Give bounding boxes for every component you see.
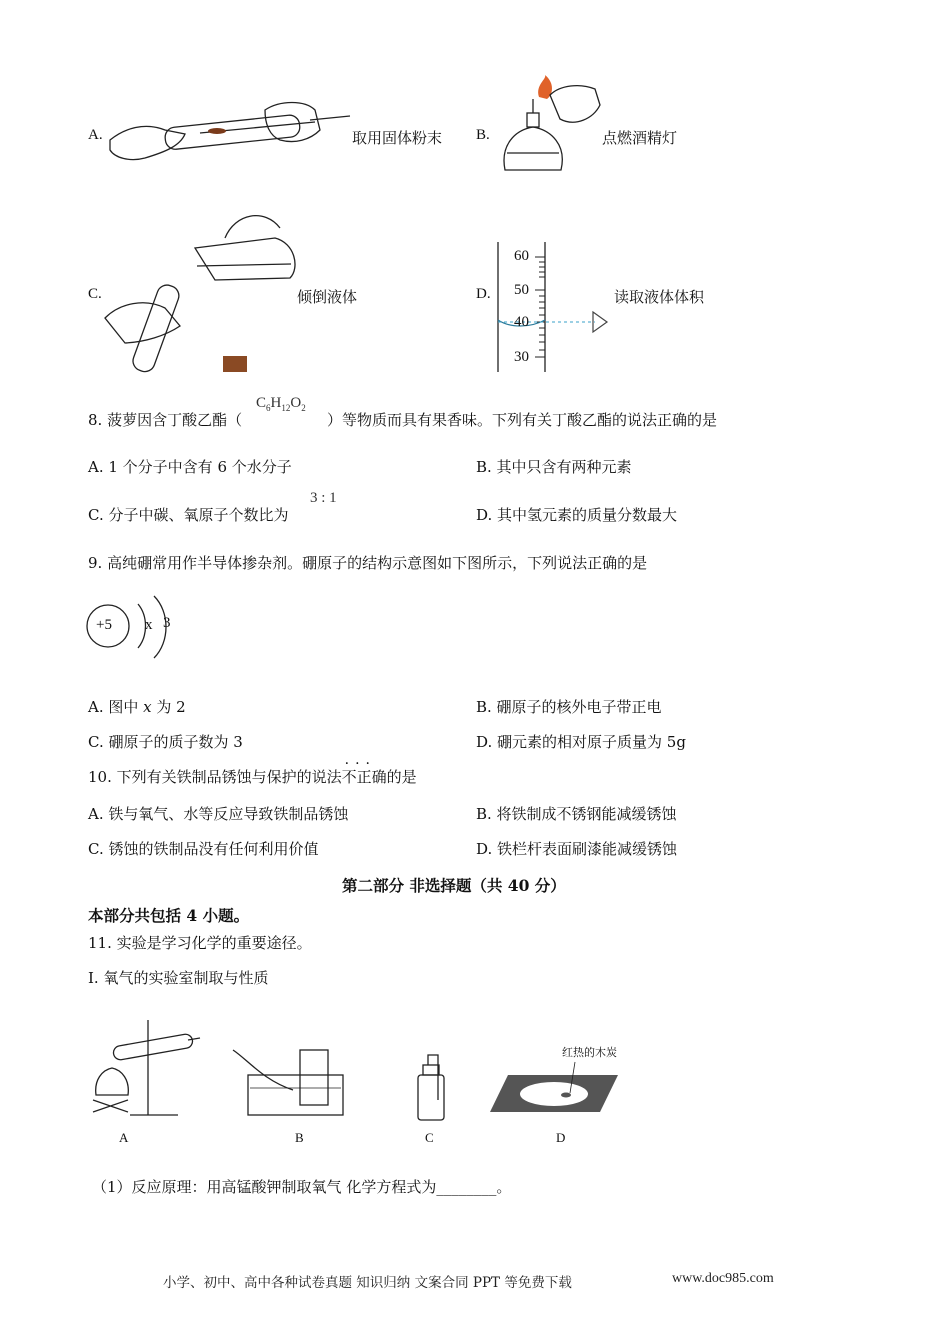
- q9-option-c: C. 硼原子的质子数为 3: [88, 733, 243, 751]
- cylinder-tick-50: 50: [514, 282, 529, 298]
- figure-label-c: C: [425, 1130, 434, 1145]
- cylinder-tick-30: 30: [514, 349, 529, 365]
- powder-test-tube-illustration: [105, 100, 355, 172]
- q8-formula: $C_6H_{12}O_2$: [256, 395, 306, 413]
- part-two-intro: 本部分共包括 4 小题。: [88, 906, 250, 925]
- q7-option-d-letter: D.: [476, 286, 491, 302]
- emphasis-dots: ···: [344, 756, 376, 772]
- figure-label-d: D: [556, 1130, 566, 1145]
- q9-option-d: D. 硼元素的相对原子质量为 5g: [476, 733, 686, 751]
- nucleus-charge: +5: [96, 617, 112, 633]
- q10-option-a: A. 铁与氧气、水等反应导致铁制品锈蚀: [88, 805, 349, 823]
- q7-option-c-letter: C.: [88, 286, 102, 302]
- q11-item-1: （1）反应原理：用高锰酸钾制取氧气 化学方程式为________。: [92, 1178, 512, 1196]
- q8-option-b: B. 其中只含有两种元素: [476, 458, 632, 476]
- q8-option-c-ratio: 3 : 1: [310, 490, 337, 506]
- shell-2-electrons: 3: [163, 615, 171, 631]
- cylinder-tick-40: 40: [514, 314, 529, 330]
- q8-option-a: A. 1 个分子中含有 6 个水分子: [88, 458, 292, 476]
- alcohol-lamp-illustration: [495, 75, 605, 175]
- q7-option-b-caption: 点燃酒精灯: [602, 129, 678, 147]
- q8-option-d: D. 其中氢元素的质量分数最大: [476, 506, 678, 524]
- figure-label-a: A: [119, 1130, 129, 1145]
- q11-section-i: I. 氧气的实验室制取与性质: [88, 969, 269, 987]
- pouring-liquid-illustration: [105, 208, 305, 378]
- q7-option-d-caption: 读取液体体积: [614, 288, 705, 306]
- q10-stem: 10. 下列有关铁制品锈蚀与保护的说法 ··· 不正确的是: [88, 756, 417, 786]
- oxygen-apparatus-figure: [88, 1000, 648, 1130]
- q7-option-b-letter: B.: [476, 127, 490, 143]
- q8-stem-a: 8. 菠萝因含丁酸乙酯（: [88, 411, 243, 429]
- q9-stem: 9. 高纯硼常用作半导体掺杂剂。硼原子的结构示意图如下图所示，下列说法正确的是: [88, 554, 648, 572]
- charcoal-label: 红热的木炭: [562, 1046, 617, 1059]
- q11-stem: 11. 实验是学习化学的重要途径。: [88, 934, 312, 952]
- q10-option-d: D. 铁栏杆表面刷漆能减缓锈蚀: [476, 840, 678, 858]
- q7-option-a-caption: 取用固体粉末: [352, 129, 443, 147]
- q10-option-c: C. 锈蚀的铁制品没有任何利用价值: [88, 840, 319, 858]
- footer-text: 小学、初中、高中各种试卷真题 知识归纳 文案合同 PPT 等免费下载: [163, 1275, 572, 1291]
- q8-option-c: C. 分子中碳、氧原子个数比为: [88, 506, 289, 524]
- footer-url[interactable]: www.doc985.com: [672, 1271, 774, 1286]
- q9-option-a: A. 图中 x 为 2: [88, 698, 186, 716]
- q7-option-c-caption: 倾倒液体: [297, 288, 358, 306]
- q10-option-b: B. 将铁制成不锈钢能减缓锈蚀: [476, 805, 677, 823]
- shell-1-electrons: x: [145, 617, 153, 633]
- q9-option-b: B. 硼原子的核外电子带正电: [476, 698, 662, 716]
- q7-option-a-letter: A.: [88, 127, 103, 143]
- q8-stem-b: ）等物质而具有果香味。下列有关丁酸乙酯的说法正确的是: [327, 411, 718, 429]
- figure-label-b: B: [295, 1130, 304, 1145]
- part-two-title: 第二部分 非选择题（共 40 分）: [342, 876, 566, 895]
- cylinder-tick-60: 60: [514, 248, 529, 264]
